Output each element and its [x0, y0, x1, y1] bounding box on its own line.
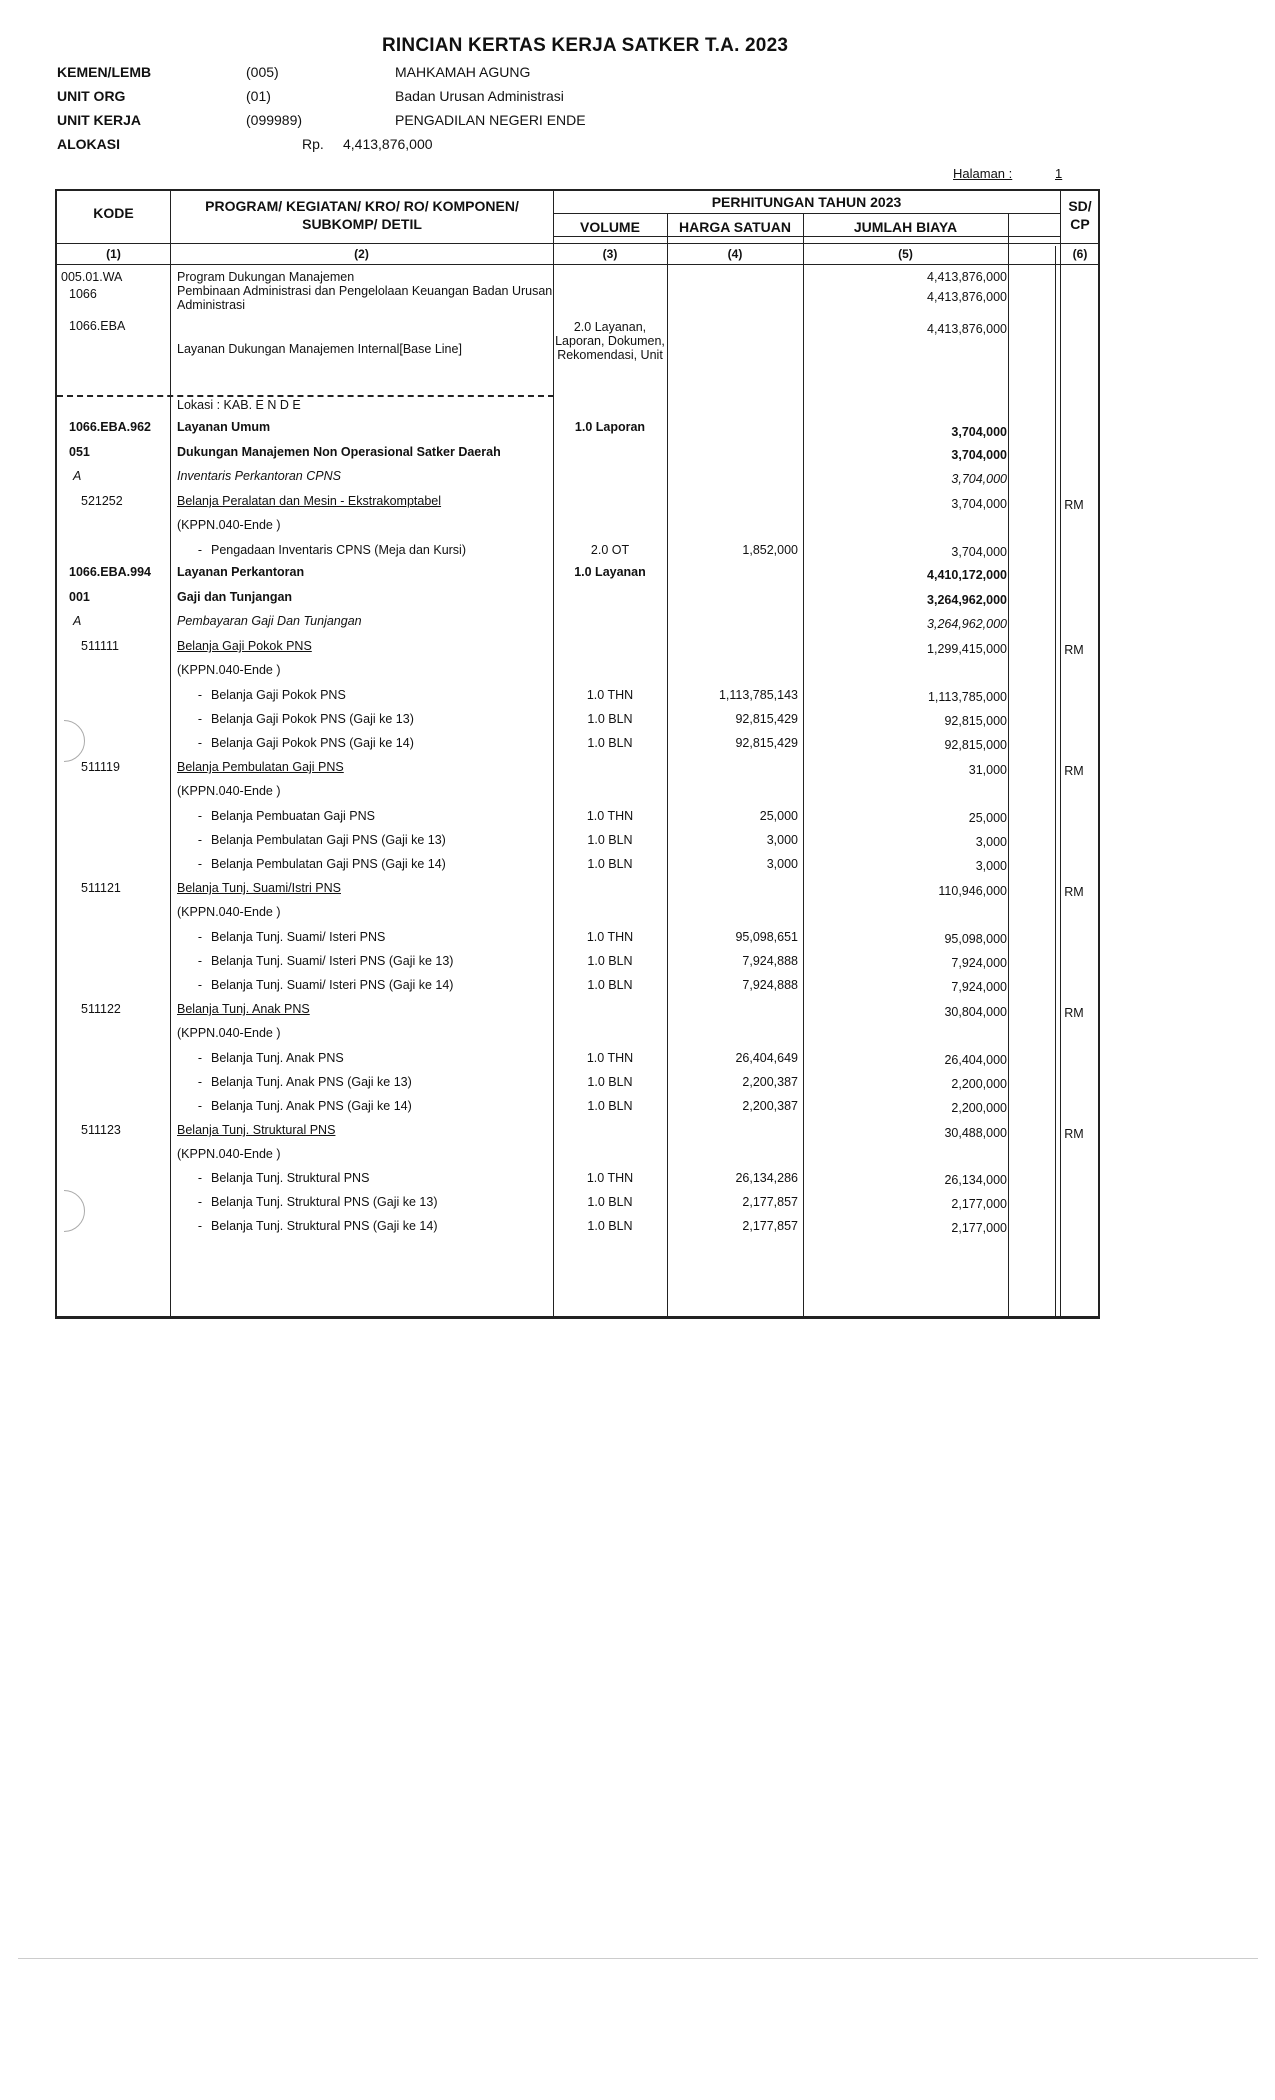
row-volume: 1.0 BLN — [587, 1075, 633, 1089]
row-code: 521252 — [81, 494, 123, 508]
row-jumlah: 30,488,000 — [944, 1126, 1007, 1140]
row-desc: - Belanja Tunj. Anak PNS (Gaji ke 13) — [197, 1075, 412, 1089]
row-jumlah: 7,924,000 — [951, 956, 1007, 970]
header-value: MAHKAMAH AGUNG — [395, 64, 531, 80]
row-harga: 2,200,387 — [742, 1075, 798, 1089]
row-code: 511121 — [81, 881, 121, 895]
scan-edge-line — [18, 1958, 1258, 1959]
row-sdcp: RM — [1064, 764, 1084, 778]
row-desc: - Belanja Tunj. Suami/ Isteri PNS — [197, 930, 386, 944]
header-code: (01) — [246, 88, 271, 104]
row-sdcp: RM — [1064, 643, 1084, 657]
row-harga: 92,815,429 — [735, 712, 798, 726]
col-number: (3) — [602, 247, 618, 261]
row-jumlah: 95,098,000 — [944, 932, 1007, 946]
row-code: 511123 — [81, 1123, 121, 1137]
page-label: Halaman : — [953, 166, 1013, 181]
row-harga: 2,200,387 — [742, 1099, 798, 1113]
row-volume: 1.0 THN — [586, 930, 634, 944]
row-desc: - Belanja Gaji Pokok PNS (Gaji ke 13) — [197, 712, 414, 726]
row-harga: 3,000 — [766, 857, 798, 871]
row-jumlah: 3,704,000 — [951, 448, 1007, 462]
header-code: Rp. — [302, 136, 324, 152]
row-jumlah: 30,804,000 — [944, 1005, 1007, 1019]
col-header-perhitungan: PERHITUNGAN TAHUN 2023 — [711, 194, 902, 210]
row-desc: Belanja Tunj. Suami/Istri PNS — [177, 881, 341, 895]
row-desc: Program Dukungan Manajemen — [177, 270, 355, 284]
row-jumlah: 1,299,415,000 — [927, 642, 1007, 656]
row-desc: (KPPN.040-Ende ) — [177, 905, 281, 919]
row-jumlah: 1,113,785,000 — [927, 690, 1007, 704]
row-jumlah: 3,704,000 — [951, 472, 1007, 486]
row-desc: (KPPN.040-Ende ) — [177, 518, 281, 532]
row-jumlah: 4,413,876,000 — [927, 322, 1007, 336]
row-desc: - Belanja Pembulatan Gaji PNS (Gaji ke 13) — [197, 833, 446, 847]
row-code: 1066.EBA — [69, 319, 126, 333]
row-desc: - Belanja Tunj. Suami/ Isteri PNS (Gaji ke 14) — [197, 978, 454, 992]
header-label: UNIT ORG — [57, 88, 126, 104]
row-jumlah: 3,264,962,000 — [927, 617, 1007, 631]
row-harga: 25,000 — [759, 809, 798, 823]
row-code: 511111 — [81, 639, 120, 653]
row-sdcp: RM — [1064, 1006, 1084, 1020]
row-jumlah: 4,410,172,000 — [927, 568, 1007, 582]
row-jumlah: 4,413,876,000 — [927, 270, 1007, 284]
row-sdcp: RM — [1064, 1127, 1084, 1141]
row-jumlah: 31,000 — [968, 763, 1007, 777]
document-title: RINCIAN KERTAS KERJA SATKER T.A. 2023 — [382, 35, 789, 56]
row-harga: 26,404,649 — [735, 1051, 798, 1065]
header-label: UNIT KERJA — [57, 112, 142, 128]
header-value: Badan Urusan Administrasi — [395, 88, 564, 104]
row-harga: 1,113,785,143 — [718, 688, 798, 702]
row-volume: 1.0 THN — [586, 1051, 634, 1065]
col-number: (6) — [1072, 247, 1088, 261]
col-header-sdcp: SD/ CP — [1068, 198, 1092, 232]
row-jumlah: 3,704,000 — [951, 545, 1007, 559]
row-desc: Belanja Peralatan dan Mesin - Ekstrakomptabel — [177, 494, 442, 508]
row-jumlah: 26,134,000 — [944, 1173, 1007, 1187]
col-number: (5) — [898, 247, 913, 261]
row-desc: Inventaris Perkantoran CPNS — [177, 469, 341, 483]
budget-table — [55, 189, 1100, 1319]
row-jumlah: 4,413,876,000 — [927, 290, 1007, 304]
row-volume: 1.0 THN — [586, 688, 634, 702]
row-desc: Pembayaran Gaji Dan Tunjangan — [177, 614, 362, 628]
row-volume: 1.0 BLN — [587, 978, 633, 992]
row-desc: (KPPN.040-Ende ) — [177, 663, 281, 677]
header-code: (099989) — [246, 112, 303, 128]
row-code: A — [73, 614, 82, 628]
row-volume: 1.0 BLN — [587, 1219, 633, 1233]
row-desc: - Belanja Tunj. Struktural PNS (Gaji ke 13) — [197, 1195, 438, 1209]
row-volume: 2.0 OT — [590, 543, 630, 557]
row-code: 1066 — [69, 287, 97, 301]
row-volume: 1.0 BLN — [587, 736, 633, 750]
row-volume: 1.0 BLN — [587, 1195, 633, 1209]
row-desc: Layanan Perkantoran — [177, 565, 305, 579]
row-jumlah: 7,924,000 — [951, 980, 1007, 994]
row-code: 1066.EBA.994 — [69, 565, 152, 579]
row-code: 1066.EBA.962 — [69, 420, 152, 434]
row-jumlah: 3,000 — [975, 859, 1007, 873]
row-jumlah: 2,177,000 — [951, 1197, 1007, 1211]
row-desc: - Belanja Tunj. Suami/ Isteri PNS (Gaji ke 13) — [197, 954, 454, 968]
row-desc: - Belanja Pembulatan Gaji PNS (Gaji ke 14) — [197, 857, 446, 871]
row-volume: 1.0 BLN — [587, 857, 633, 871]
row-desc: Belanja Gaji Pokok PNS — [177, 639, 312, 653]
row-jumlah: 2,200,000 — [951, 1101, 1007, 1115]
row-desc: Belanja Tunj. Struktural PNS — [177, 1123, 336, 1137]
row-volume: 1.0 BLN — [587, 712, 633, 726]
row-volume: 1.0 BLN — [587, 954, 633, 968]
row-desc: - Belanja Gaji Pokok PNS — [197, 688, 346, 702]
col-header-kode: KODE — [93, 205, 134, 221]
row-desc: Belanja Tunj. Anak PNS — [177, 1002, 310, 1016]
row-jumlah: 2,177,000 — [951, 1221, 1007, 1235]
row-jumlah: 3,000 — [975, 835, 1007, 849]
header-label: KEMEN/LEMB — [57, 64, 152, 80]
row-desc: Dukungan Manajemen Non Operasional Satker Daerah — [177, 445, 501, 459]
row-sdcp: RM — [1064, 498, 1084, 512]
row-jumlah: 3,704,000 — [951, 425, 1007, 439]
row-volume: 1.0 BLN — [587, 833, 633, 847]
row-code: 051 — [69, 445, 90, 459]
row-desc: Layanan Umum — [177, 420, 271, 434]
row-volume: 1.0 Layanan — [574, 565, 646, 579]
row-volume: 2.0 Layanan, Laporan, Dokumen, Rekomendasi, Unit — [555, 320, 665, 362]
punch-hole — [43, 1190, 85, 1232]
row-harga: 2,177,857 — [742, 1195, 798, 1209]
row-desc: (KPPN.040-Ende ) — [177, 784, 281, 798]
row-volume: 1.0 BLN — [587, 1099, 633, 1113]
header-code: (005) — [246, 64, 279, 80]
row-desc: - Belanja Tunj. Struktural PNS — [197, 1171, 370, 1185]
dashed-divider — [57, 395, 554, 397]
row-sdcp: RM — [1064, 885, 1084, 899]
row-desc: Layanan Dukungan Manajemen Internal[Base Line] — [177, 342, 462, 356]
row-harga: 3,000 — [766, 833, 798, 847]
row-code: 005.01.WA — [61, 270, 123, 284]
col-header-jumlah: JUMLAH BIAYA — [853, 219, 958, 235]
row-desc: Lokasi : KAB. E N D E — [177, 398, 301, 412]
row-code: 511119 — [81, 760, 120, 774]
row-desc: Gaji dan Tunjangan — [177, 590, 293, 604]
header-value: PENGADILAN NEGERI ENDE — [395, 112, 586, 128]
row-jumlah: 26,404,000 — [944, 1053, 1007, 1067]
row-desc: Pembinaan Administrasi dan Pengelolaan Keuangan Badan Urusan Administrasi — [177, 284, 553, 312]
col-header-program: PROGRAM/ KEGIATAN/ KRO/ RO/ KOMPONEN/ SUBKOMP/ DETIL — [205, 198, 519, 232]
col-header-harga: HARGA SATUAN — [679, 219, 791, 235]
row-desc: - Belanja Tunj. Struktural PNS (Gaji ke 14) — [197, 1219, 438, 1233]
row-jumlah: 92,815,000 — [944, 738, 1007, 752]
row-jumlah: 110,946,000 — [938, 884, 1007, 898]
row-volume: 1.0 THN — [586, 1171, 634, 1185]
row-jumlah: 92,815,000 — [944, 714, 1007, 728]
row-jumlah: 3,264,962,000 — [927, 593, 1007, 607]
header-value: 4,413,876,000 — [343, 136, 433, 152]
row-code: 001 — [69, 590, 90, 604]
row-harga: 92,815,429 — [735, 736, 798, 750]
row-code: A — [73, 469, 82, 483]
row-harga: 7,924,888 — [742, 954, 798, 968]
row-desc: (KPPN.040-Ende ) — [177, 1147, 281, 1161]
page-number: 1 — [1055, 166, 1063, 181]
row-code: 511122 — [81, 1002, 121, 1016]
row-desc: - Pengadaan Inventaris CPNS (Meja dan Kursi) — [197, 543, 466, 557]
row-jumlah: 3,704,000 — [951, 497, 1007, 511]
col-number: (2) — [354, 247, 369, 261]
row-harga: 1,852,000 — [742, 543, 798, 557]
row-desc: - Belanja Tunj. Anak PNS (Gaji ke 14) — [197, 1099, 412, 1113]
row-harga: 7,924,888 — [742, 978, 798, 992]
row-harga: 2,177,857 — [742, 1219, 798, 1233]
row-desc: - Belanja Tunj. Anak PNS — [197, 1051, 344, 1065]
col-number: (4) — [727, 247, 743, 261]
header-label: ALOKASI — [57, 136, 120, 152]
punch-hole — [43, 720, 85, 762]
row-jumlah: 25,000 — [968, 811, 1007, 825]
row-desc: Belanja Pembulatan Gaji PNS — [177, 760, 344, 774]
row-desc: - Belanja Gaji Pokok PNS (Gaji ke 14) — [197, 736, 414, 750]
row-desc: (KPPN.040-Ende ) — [177, 1026, 281, 1040]
row-desc: - Belanja Pembuatan Gaji PNS — [197, 809, 375, 823]
row-jumlah: 2,200,000 — [951, 1077, 1007, 1091]
row-harga: 26,134,286 — [735, 1171, 798, 1185]
row-harga: 95,098,651 — [735, 930, 798, 944]
col-number: (1) — [106, 247, 121, 261]
row-volume: 1.0 Laporan — [574, 420, 646, 434]
col-header-volume: VOLUME — [580, 219, 640, 235]
row-volume: 1.0 THN — [586, 809, 634, 823]
